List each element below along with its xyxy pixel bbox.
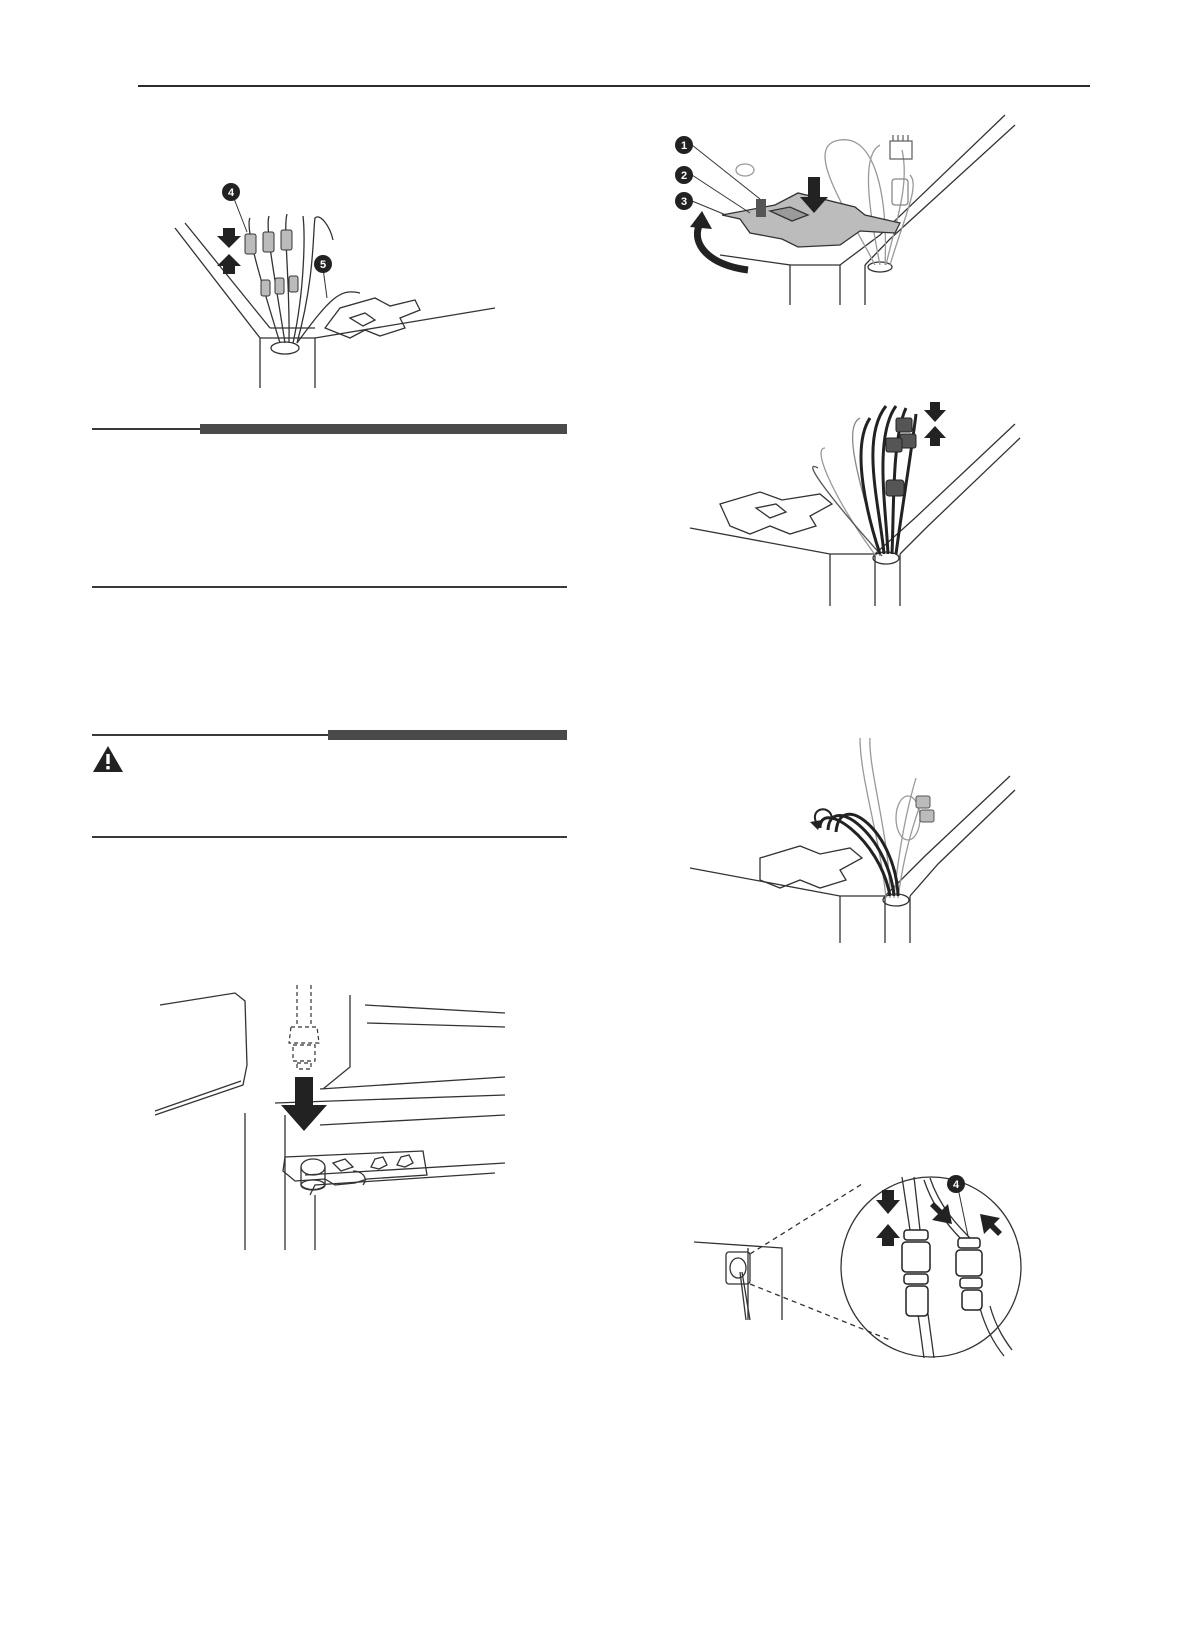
callout-4-fig6: 4 xyxy=(952,1179,960,1191)
callout-4-fig1: 4 xyxy=(227,187,235,199)
section-rule-2 xyxy=(92,586,567,588)
section-rule-4 xyxy=(92,836,567,838)
figure-wire-connectors-art xyxy=(165,188,505,388)
figure-water-line-insert xyxy=(155,985,505,1250)
figure-bracket-plate-art xyxy=(680,115,1030,305)
callout-3-fig2: 3 xyxy=(680,196,688,208)
warning-triangle-icon xyxy=(92,745,124,773)
section-bar-2 xyxy=(328,730,567,740)
callout-1-fig2: 1 xyxy=(680,140,688,152)
figure-wire-bundle xyxy=(690,408,1030,606)
figure-water-line-connectors xyxy=(690,1180,1030,1360)
header-rule xyxy=(138,85,1090,87)
section-bar-1 xyxy=(200,424,567,434)
figure-wire-bundle-art xyxy=(690,408,1030,606)
figure-water-line-connectors-art xyxy=(690,1180,1030,1360)
figure-wire-connectors xyxy=(165,188,505,388)
callout-2-fig2: 2 xyxy=(680,170,688,182)
figure-wire-routing-art xyxy=(690,738,1030,943)
figure-water-line-insert-art xyxy=(155,985,505,1250)
figure-wire-routing xyxy=(690,738,1030,943)
figure-bracket-plate xyxy=(680,115,1030,305)
callout-5-fig1: 5 xyxy=(319,259,327,271)
